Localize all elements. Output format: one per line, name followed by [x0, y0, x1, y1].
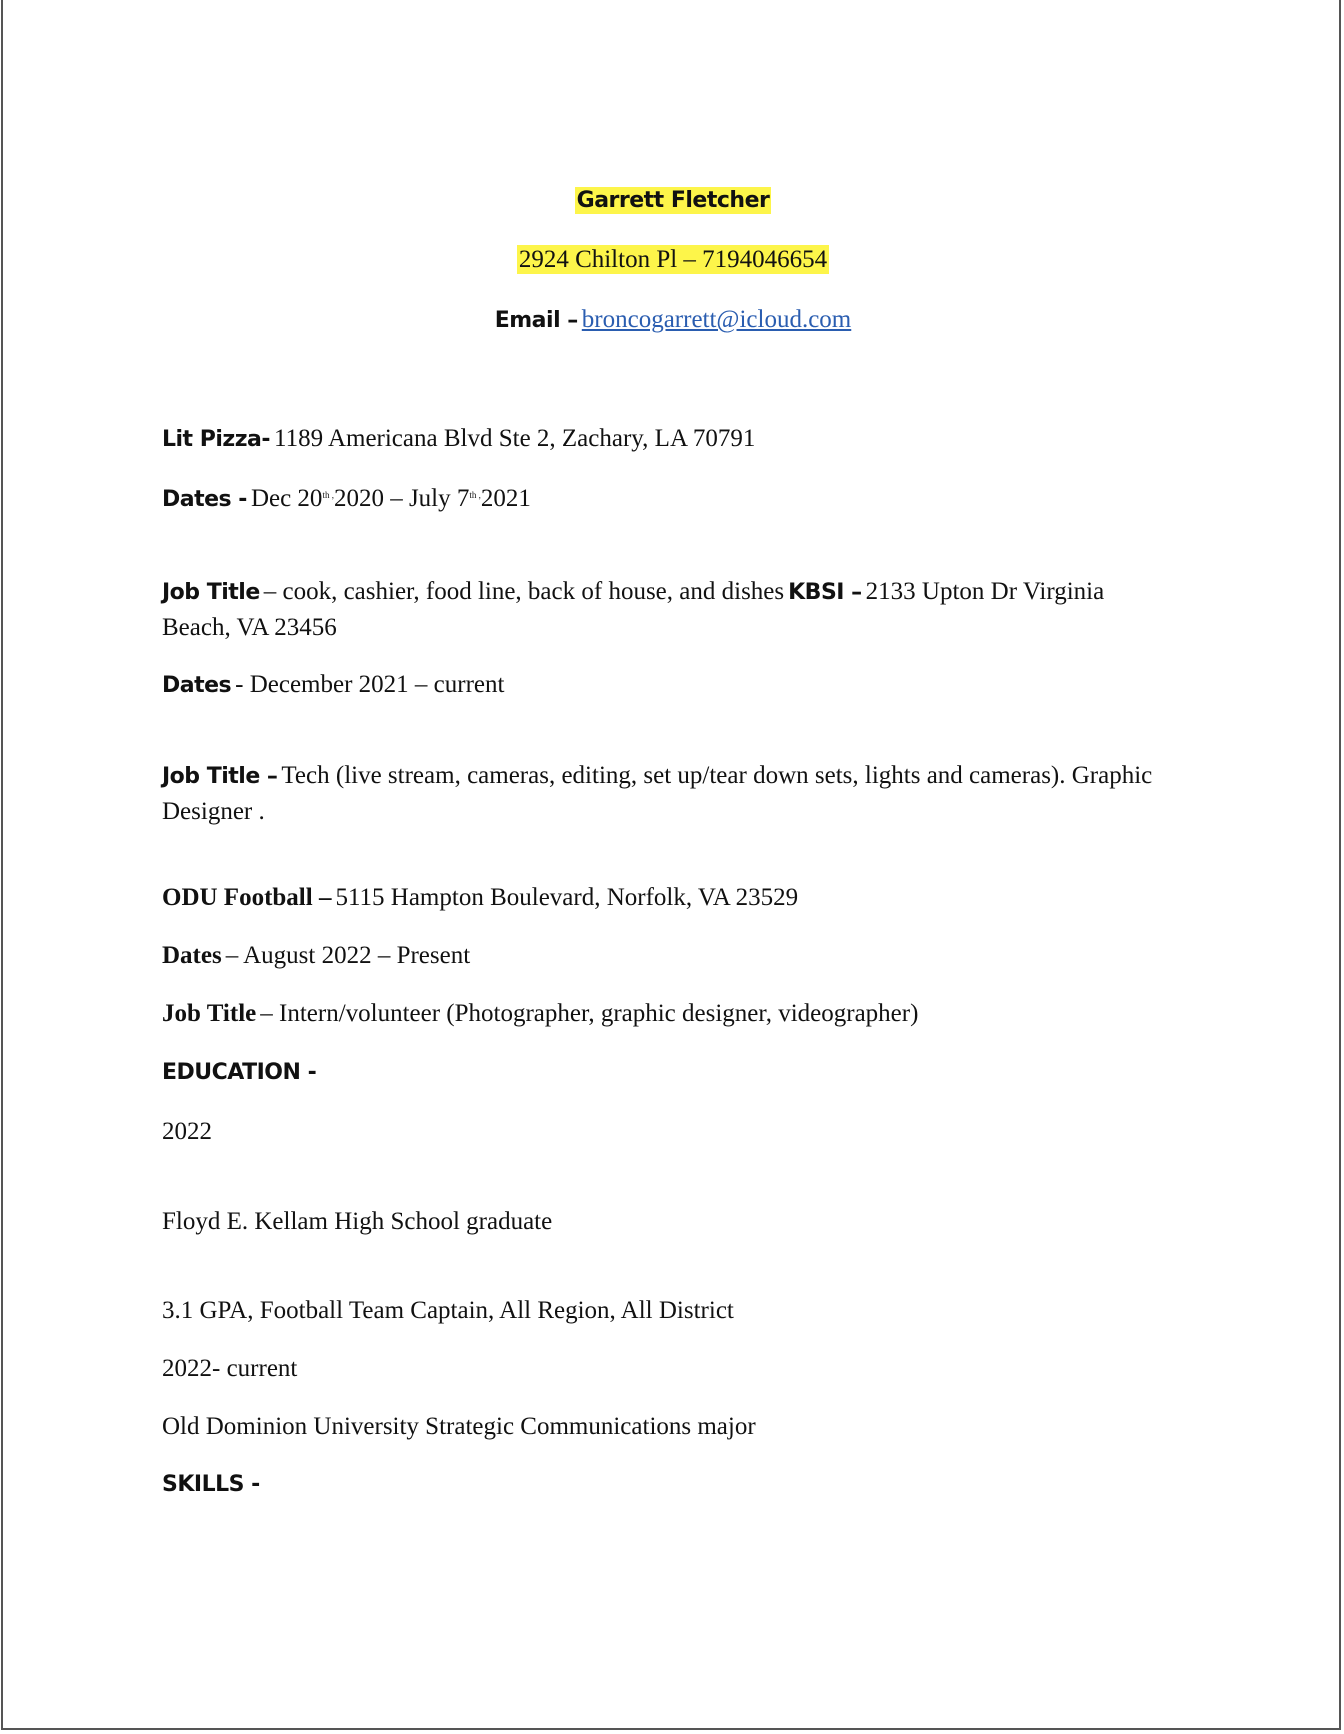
address-phone: 2924 Chilton Pl – 7194046654 [518, 246, 828, 273]
education-entry: Old Dominion University Strategic Communications major [162, 1413, 756, 1440]
job2-dates-label: Dates [162, 673, 232, 698]
education-entry: 2022 [162, 1118, 212, 1145]
job3-title-label: Job Title [162, 1000, 257, 1027]
job3-employer: ODU Football – [162, 884, 332, 911]
address-phone-line [3, 243, 1343, 279]
email-label: Email – [494, 308, 578, 333]
education-entry: 2022- current [162, 1355, 298, 1382]
name-line [3, 184, 1343, 219]
job2-address: 2133 Upton Dr Virginia Beach, VA 23456 [162, 578, 1105, 641]
job2-dates-line [162, 668, 504, 704]
job3-employer-line [162, 881, 798, 917]
job2-dates-text: - December 2021 – current [235, 671, 505, 698]
job1-dates-sup1: th , [322, 490, 334, 500]
job1-dates-line [162, 482, 531, 518]
document-page [1, 0, 1341, 1730]
job1-employer-line [162, 422, 755, 458]
job1-dates-part2: 2020 – July 7 [333, 485, 470, 512]
skills-heading-line [162, 1468, 260, 1503]
job2-title-label: Job Title – [162, 764, 278, 789]
skills-heading: SKILLS - [162, 1472, 260, 1497]
email-link[interactable]: broncogarrett@icloud.com [581, 306, 852, 333]
job3-dates-label: Dates [162, 942, 222, 969]
education-heading: EDUCATION - [162, 1060, 317, 1085]
job2-title-text: Tech (live stream, cameras, editing, set up/tear down sets, lights and cameras). Graphic Designer . [162, 762, 1153, 825]
job1-title-text: – cook, cashier, food line, back of house, and dishes [263, 578, 785, 605]
job3-dates-line [162, 939, 470, 975]
job1-title-line [162, 575, 1162, 647]
job2-title-line [162, 759, 1162, 831]
job2-employer: KBSI – [788, 580, 862, 605]
job1-title-label: Job Title [162, 580, 260, 605]
job3-title-line [162, 997, 918, 1033]
job1-dates-sup2: th , [469, 490, 481, 500]
applicant-name: Garrett Fletcher [576, 188, 770, 213]
job1-address: 1189 Americana Blvd Ste 2, Zachary, LA 70791 [274, 425, 756, 452]
education-entry: 3.1 GPA, Football Team Captain, All Region, All District [162, 1297, 734, 1324]
education-entry: Floyd E. Kellam High School graduate [162, 1208, 553, 1235]
job3-title-text: – Intern/volunteer (Photographer, graphic designer, videographer) [260, 1000, 919, 1027]
job1-dates-label: Dates - [162, 487, 247, 512]
job1-dates-part1: Dec 20 [250, 485, 323, 512]
job1-employer: Lit Pizza- [162, 427, 270, 452]
job3-dates-text: – August 2022 – Present [225, 942, 471, 969]
education-heading-line [162, 1056, 316, 1091]
email-line [3, 303, 1343, 339]
job3-address: 5115 Hampton Boulevard, Norfolk, VA 23529 [335, 884, 799, 911]
job1-dates-part3: 2021 [480, 485, 531, 512]
